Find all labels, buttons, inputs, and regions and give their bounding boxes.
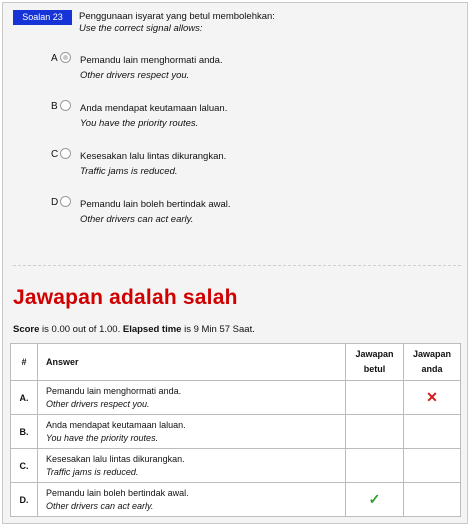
row-correct-cell (346, 483, 404, 517)
row-answer-ms: Anda mendapat keutamaan laluan. (46, 419, 186, 430)
row-number: D. (11, 483, 38, 517)
elapsed-label: Elapsed time (122, 324, 182, 335)
x-mark-icon: ✕ (426, 389, 438, 405)
row-answer-en: Other drivers can act early. (46, 500, 154, 511)
option-b[interactable] (3, 97, 443, 127)
option-text (80, 53, 223, 83)
row-answer-en: Other drivers respect you. (46, 398, 150, 409)
question-text-en: Use the correct signal allows: (79, 23, 203, 34)
elapsed-value: is 9 Min 57 Saat. (181, 324, 255, 335)
row-number: A. (11, 381, 38, 415)
table-row (11, 449, 461, 483)
option-c[interactable] (3, 145, 443, 175)
row-correct-cell (346, 415, 404, 449)
row-correct-cell (346, 449, 404, 483)
option-d[interactable] (3, 193, 443, 223)
question-text (79, 11, 275, 35)
option-a-radio[interactable] (60, 52, 71, 63)
option-text-en: You have the priority routes. (80, 118, 199, 129)
header-yours-line2: anda (421, 364, 443, 374)
option-text (80, 101, 227, 131)
option-text-en: Other drivers respect you. (80, 70, 190, 81)
row-answer (38, 449, 346, 483)
score-label: Score (13, 324, 40, 335)
option-letter: A (51, 53, 58, 64)
row-number: C. (11, 449, 38, 483)
option-text-en: Traffic jams is reduced. (80, 166, 178, 177)
header-correct (346, 344, 404, 381)
table-row (11, 415, 461, 449)
check-mark-icon: ✓ (368, 491, 381, 507)
row-answer-en: Traffic jams is reduced. (46, 466, 139, 477)
score-value: is 0.00 out of 1.00. (39, 324, 123, 335)
row-yours-cell (404, 449, 461, 483)
answer-table-header (11, 344, 461, 381)
section-divider (13, 265, 461, 266)
row-yours-cell (404, 415, 461, 449)
option-text (80, 197, 231, 227)
table-row (11, 483, 461, 517)
row-yours-cell (404, 381, 461, 415)
row-number: B. (11, 415, 38, 449)
header-yours (404, 344, 461, 381)
header-correct-line2: betul (363, 364, 386, 374)
option-text (80, 149, 226, 179)
option-letter: B (51, 101, 58, 112)
row-answer-ms: Kesesakan lalu lintas dikurangkan. (46, 453, 185, 464)
option-c-radio[interactable] (60, 148, 71, 159)
option-text-ms: Anda mendapat keutamaan laluan. (80, 103, 228, 114)
option-letter: D (51, 197, 59, 208)
header-yours-line1: Jawapan (412, 349, 452, 359)
result-title: Jawapan adalah salah (13, 286, 238, 309)
table-row (11, 381, 461, 415)
row-answer (38, 483, 346, 517)
row-answer (38, 381, 346, 415)
row-answer (38, 415, 346, 449)
score-line (13, 324, 255, 335)
option-a[interactable] (3, 49, 443, 79)
row-yours-cell (404, 483, 461, 517)
row-correct-cell (346, 381, 404, 415)
row-answer-ms: Pemandu lain boleh bertindak awal. (46, 487, 189, 498)
header-number: # (11, 344, 38, 381)
option-text-ms: Kesesakan lalu lintas dikurangkan. (80, 151, 227, 162)
option-d-radio[interactable] (60, 196, 71, 207)
option-text-ms: Pemandu lain menghormati anda. (80, 55, 223, 66)
option-text-ms: Pemandu lain boleh bertindak awal. (80, 199, 231, 210)
header-correct-line1: Jawapan (355, 349, 394, 359)
question-number-badge: Soalan 23 (13, 10, 72, 25)
question-panel (2, 2, 468, 524)
option-letter: C (51, 149, 59, 160)
answer-table (10, 343, 461, 517)
option-text-en: Other drivers can act early. (80, 214, 194, 225)
option-b-radio[interactable] (60, 100, 71, 111)
question-text-ms: Penggunaan isyarat yang betul membolehkan: (79, 11, 275, 22)
header-answer: Answer (38, 344, 346, 381)
row-answer-ms: Pemandu lain menghormati anda. (46, 385, 182, 396)
row-answer-en: You have the priority routes. (46, 432, 159, 443)
